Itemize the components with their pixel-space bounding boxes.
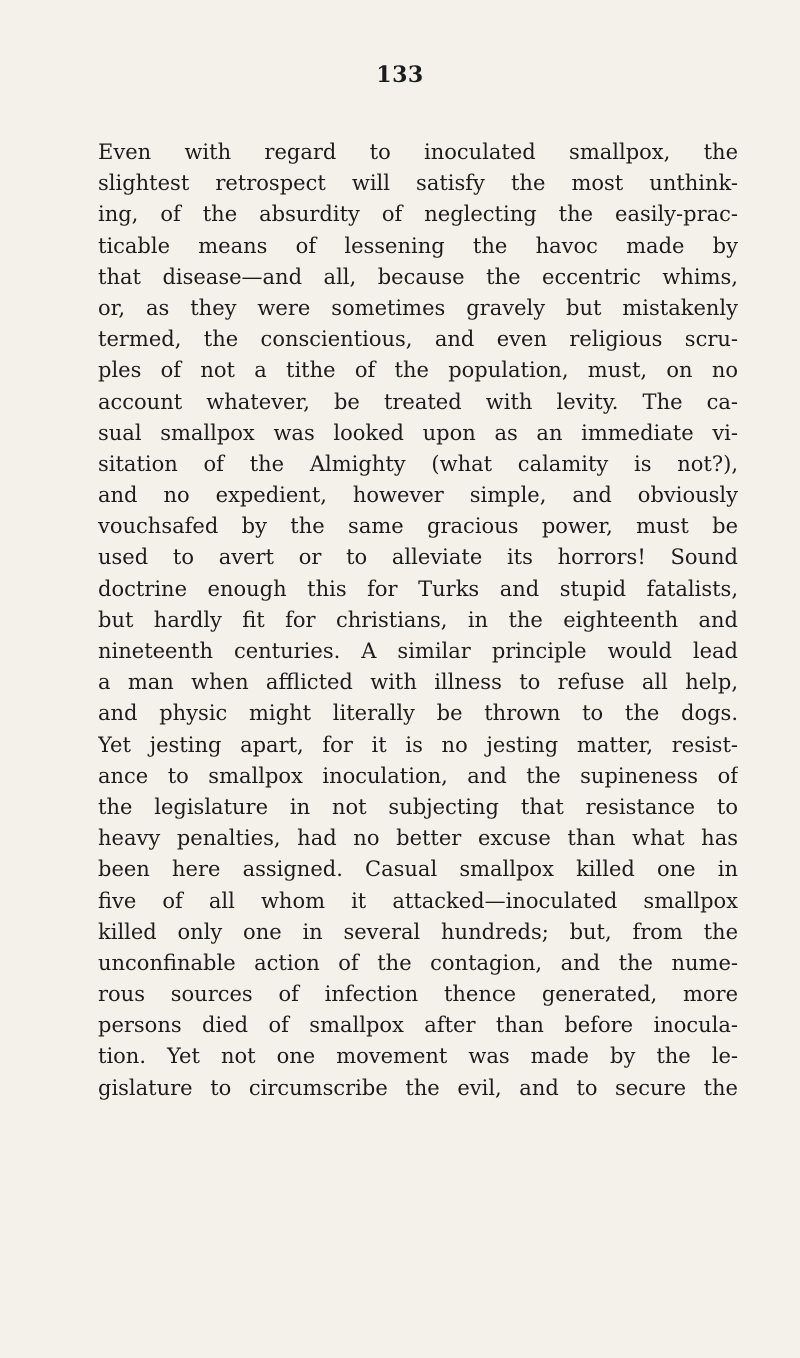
text-line: account whatever, be treated with levity. The ca- [98, 389, 738, 414]
text-line: five of all whom it attacked—inoculated smallpox [98, 888, 738, 913]
text-line: sitation of the Almighty (what calamity is not?), [98, 451, 738, 476]
text-line: termed, the conscientious, and even religious scru- [98, 327, 738, 352]
text-line: used to avert or to alleviate its horrors! Sound [98, 545, 738, 570]
text-line: a man when afflicted with illness to refuse all help, [98, 670, 738, 695]
text-line: Even with regard to inoculated smallpox, the [98, 140, 738, 164]
text-line: and no expedient, however simple, and obviously [98, 483, 738, 508]
text-line: and physic might literally be thrown to the dogs. [98, 701, 738, 726]
page-number: 133 [376, 62, 424, 88]
text-line: doctrine enough this for Turks and stupid fatalists, [98, 576, 738, 601]
body-text [98, 137, 738, 1104]
text-line: rous sources of infection thence generated, more [98, 982, 738, 1007]
text-line: Yet jesting apart, for it is no jesting matter, resist- [98, 732, 738, 757]
text-line: slightest retrospect will satisfy the most unthink- [98, 171, 738, 196]
text-line: killed only one in several hundreds; but, from the [98, 919, 738, 944]
text-line: sual smallpox was looked upon as an immediate vi- [98, 420, 738, 445]
text-line: tion. Yet not one movement was made by the le- [98, 1044, 738, 1069]
text-line: the legislature in not subjecting that resistance to [98, 794, 738, 819]
text-line: ing, of the absurdity of neglecting the easily-prac- [98, 202, 738, 227]
text-line: that disease—and all, because the eccentric whims, [98, 264, 738, 289]
text-line: but hardly fit for christians, in the eighteenth and [98, 607, 738, 632]
text-line: been here assigned. Casual smallpox killed one in [98, 857, 738, 882]
text-line: gislature to circumscribe the evil, and to secure the [98, 1075, 738, 1100]
text-line: vouchsafed by the same gracious power, must be [98, 514, 738, 539]
text-line: unconfinable action of the contagion, and the nume- [98, 950, 738, 975]
text-line: heavy penalties, had no better excuse than what has [98, 826, 738, 851]
text-line: nineteenth centuries. A similar principle would lead [98, 639, 738, 663]
text-line: ples of not a tithe of the population, must, on no [98, 358, 738, 383]
text-line: ticable means of lessening the havoc made by [98, 233, 738, 258]
text-line: or, as they were sometimes gravely but mistakenly [98, 295, 738, 320]
text-line: ance to smallpox inoculation, and the supineness of [98, 763, 738, 788]
text-line: persons died of smallpox after than before inocula- [98, 1013, 738, 1038]
